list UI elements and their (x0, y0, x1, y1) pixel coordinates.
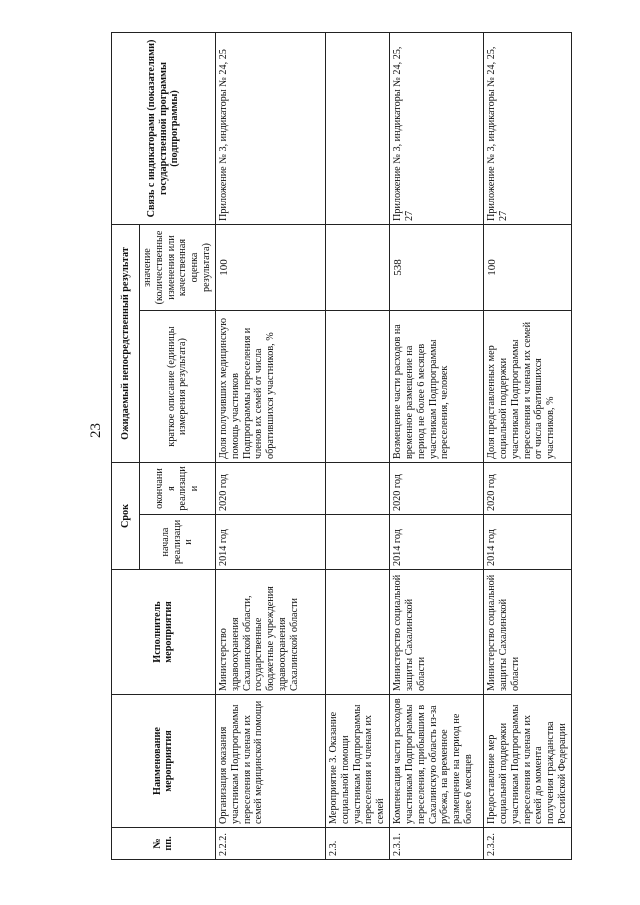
row-value: 100 (215, 225, 325, 311)
row-name: Предоставление мер социальной поддержки участникам Подпрограммы переселения и членам их семей до момента получения гражданства Российской Федерации (484, 695, 572, 828)
measures-table (111, 32, 572, 860)
row-end: 2020 год (390, 463, 484, 515)
header-expected-value: значение (количественные изменения или качественная оценка результата) (140, 225, 216, 311)
row-start: 2014 год (215, 515, 325, 570)
row-name: Компенсация части расходов участникам Подпрограммы переселения, прибывшим в Сахалинскую область из-за рубежа, на временное размещение на период не более 6 месяцев (390, 695, 484, 828)
row-value: 100 (484, 225, 572, 311)
row-link: Приложение № 3, индикаторы № 24, 25 (215, 33, 325, 225)
table-row (390, 33, 484, 860)
row-start: 2014 год (390, 515, 484, 570)
header-term-start: начала реализации (140, 515, 216, 570)
row-executor: Министерство здравоохранения Сахалинской области, государственные бюджетные учреждения здравоохранения Сахалинской области (215, 570, 325, 695)
table-row (215, 33, 325, 860)
header-expected: Ожидаемый непосредственный результат (112, 225, 140, 463)
table-row (325, 33, 389, 860)
row-name: Мероприятие 3. Оказание социальной помощи участникам Подпрограммы переселения и членам их семей (325, 695, 389, 828)
row-value (325, 225, 389, 311)
page-number: 23 (87, 422, 104, 438)
row-link (325, 33, 389, 225)
header-expected-desc: краткое описание (единицы измерения результата) (140, 311, 216, 463)
row-link: Приложение № 3, индикаторы № 24, 25, 27 (390, 33, 484, 225)
row-desc: Доля получивших медицинскую помощь участников Подпрограммы переселения и членов их семей от числа обратившихся участников, % (215, 311, 325, 463)
header-term-end: окончания реализации (140, 463, 216, 515)
header-num: № пп. (112, 828, 216, 860)
table-container (111, 33, 569, 860)
row-executor: Министерство социальной защиты Сахалинской области (390, 570, 484, 695)
header-link: Связь с индикаторами (показателями) государственной программы (подпрограммы) (112, 33, 216, 225)
header-name: Наименование мероприятия (112, 695, 216, 828)
row-desc: Возмещение части расходов на временное размещение на период не более 6 месяцев участникам Подпрограммы переселения, человек (390, 311, 484, 463)
row-value: 538 (390, 225, 484, 311)
row-name: Организация оказания участникам Подпрограммы переселения и членам их семей медицинской помощи (215, 695, 325, 828)
row-end: 2020 год (215, 463, 325, 515)
header-term: Срок (112, 463, 140, 570)
row-end: 2020 год (484, 463, 572, 515)
row-start: 2014 год (484, 515, 572, 570)
row-num: 2.3.2. (484, 828, 572, 860)
row-executor: Министерство социальной защиты Сахалинской области (484, 570, 572, 695)
header-executor: Исполнитель мероприятия (112, 570, 216, 695)
row-num: 2.2.2. (215, 828, 325, 860)
row-start (325, 515, 389, 570)
row-executor (325, 570, 389, 695)
row-desc (325, 311, 389, 463)
row-desc: Доля представленных мер социальной поддержки участникам Подпрограммы переселения и членам их семей от числа обратившихся участников, % (484, 311, 572, 463)
row-link: Приложение № 3, индикаторы № 24, 25, 27 (484, 33, 572, 225)
row-num: 2.3. (325, 828, 389, 860)
row-num: 2.3.1. (390, 828, 484, 860)
table-row (484, 33, 572, 860)
row-end (325, 463, 389, 515)
